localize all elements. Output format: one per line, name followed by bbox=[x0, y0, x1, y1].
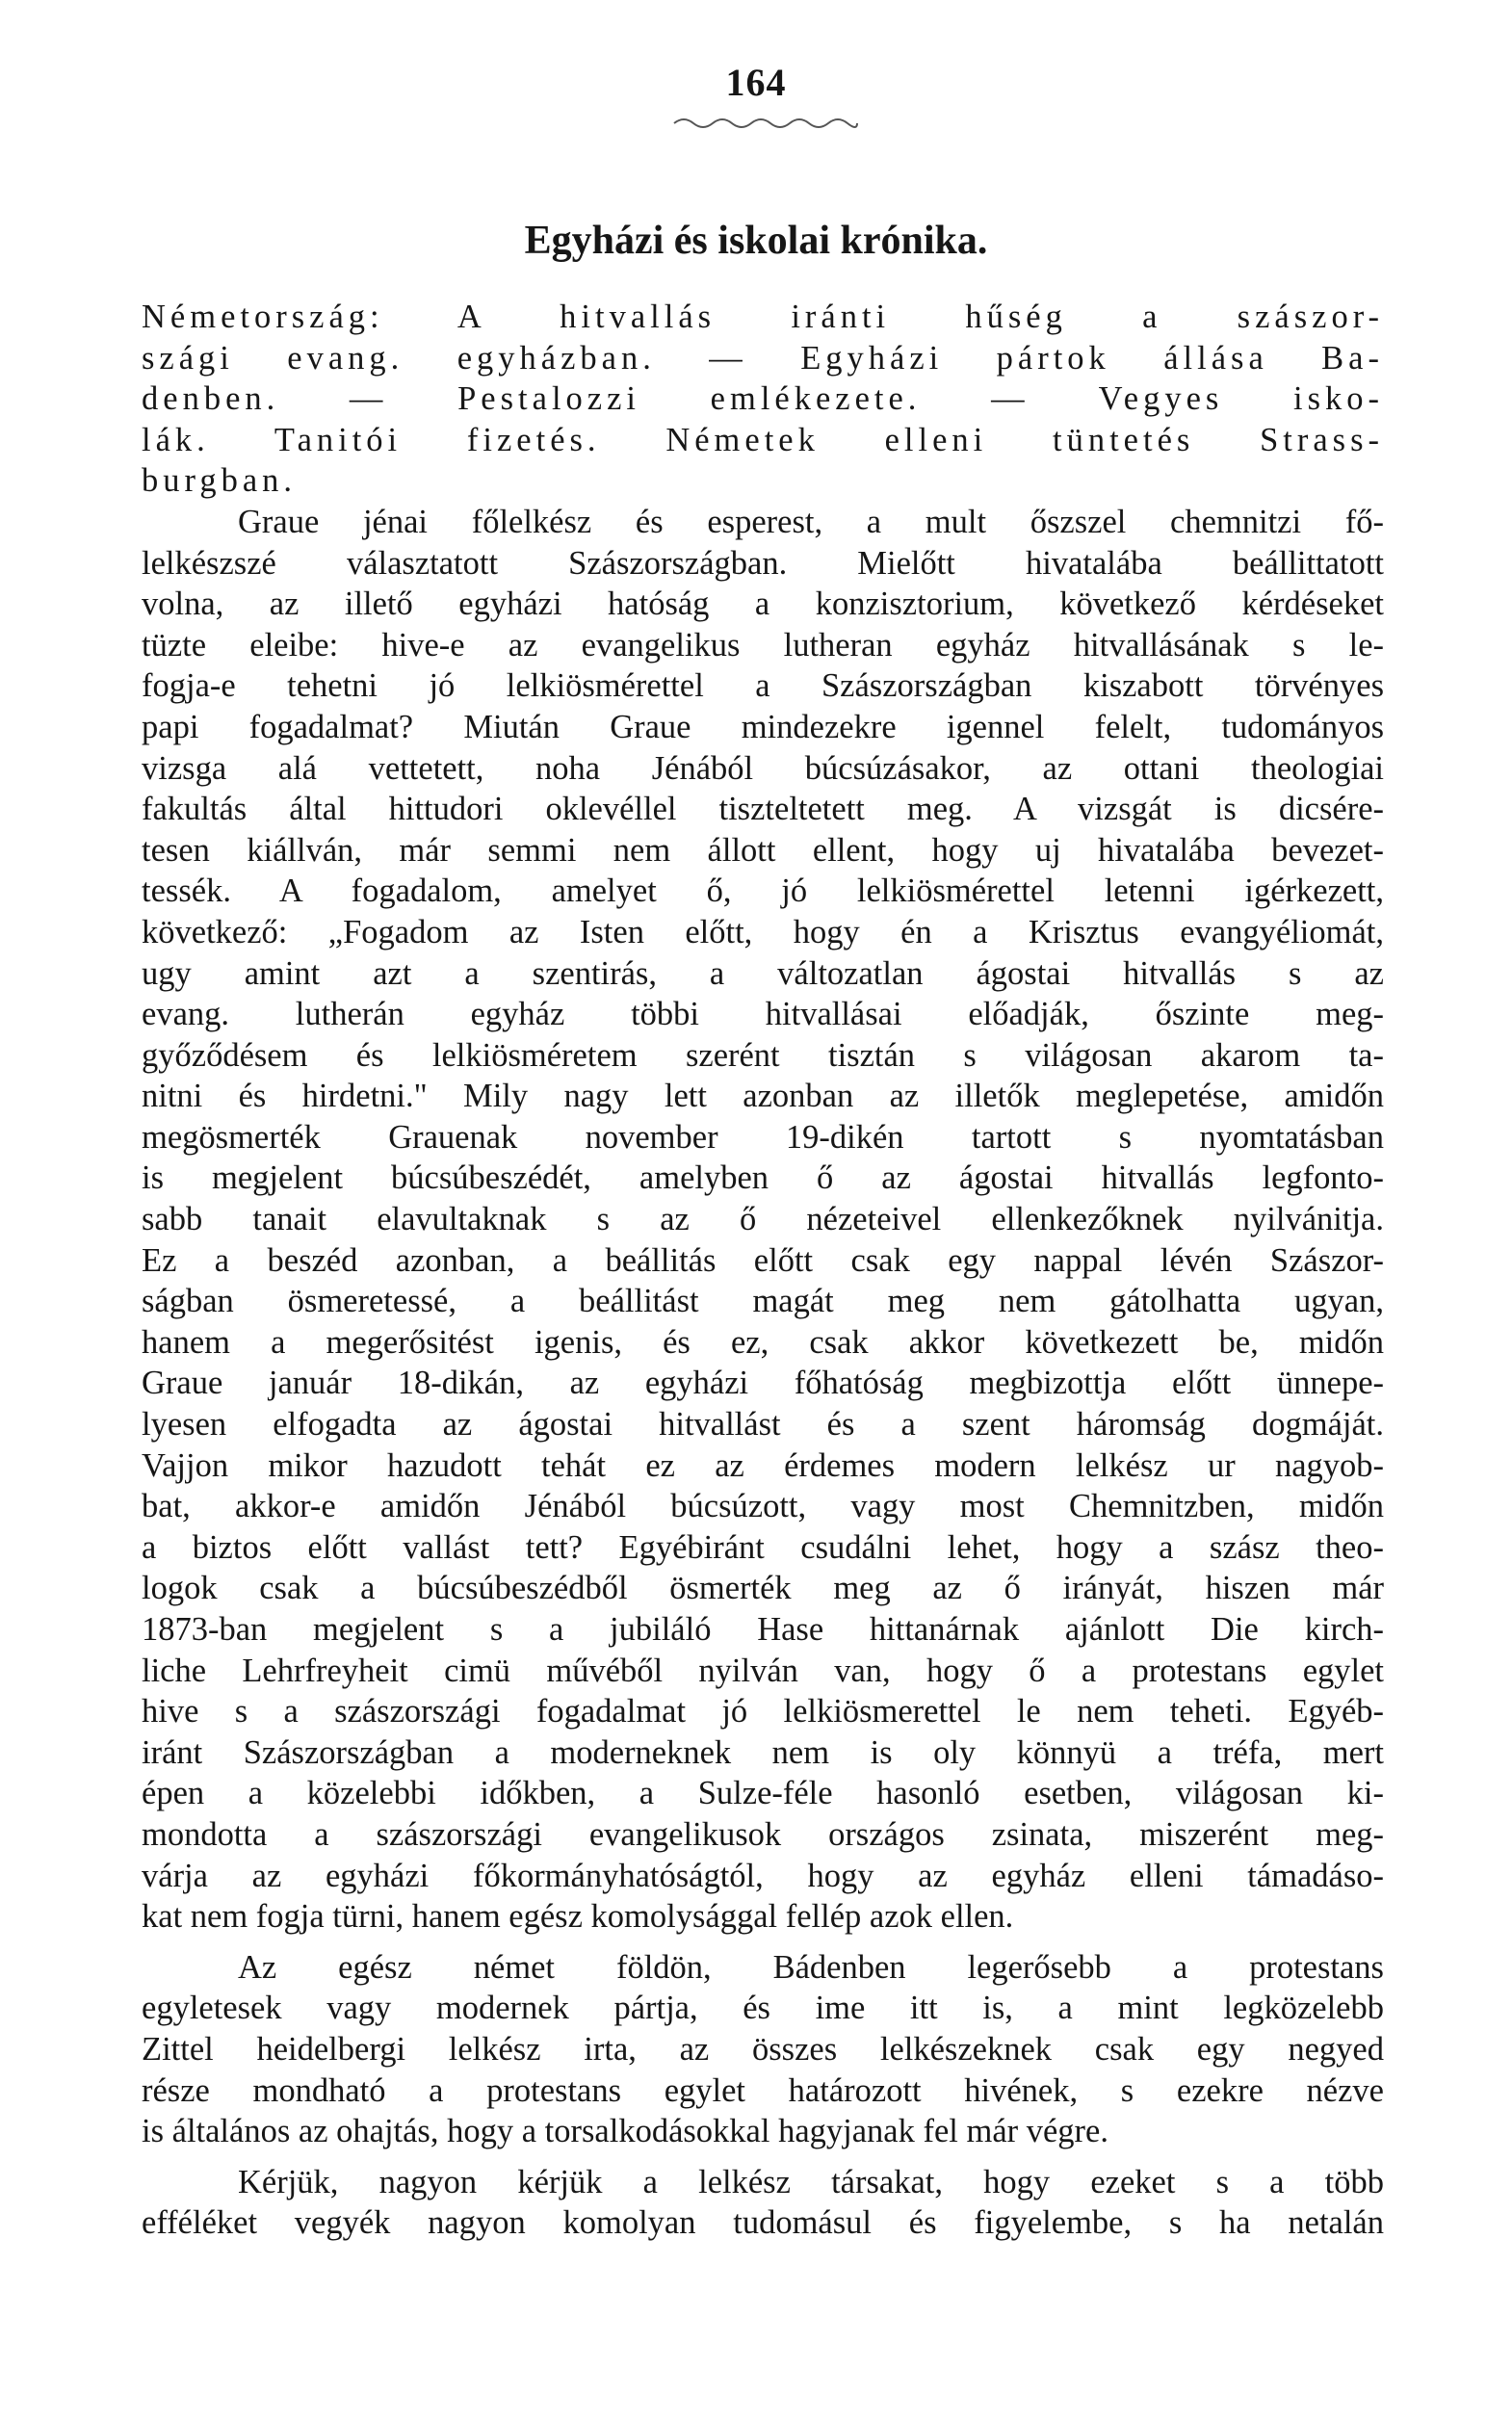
decorative-rule bbox=[669, 114, 862, 133]
text-line: Graue január 18-dikán, az egyházi főhatóság megbizottja előtt ünnepe- bbox=[142, 1365, 1384, 1402]
text-line: burgban. bbox=[142, 462, 298, 500]
text-line: volna, az illető egyházi hatóság a konzisztorium, következő kérdéseket bbox=[142, 586, 1384, 623]
text-line: Az egész német földön, Bádenben legerősebb a protestans bbox=[238, 1948, 1384, 1986]
text-line: szági evang. egyházban. — Egyházi pártok állása Ba- bbox=[142, 339, 1384, 377]
text-line: papi fogadalmat? Miután Graue mindezekre igennel felelt, tudományos bbox=[142, 708, 1384, 745]
text-line: bat, akkor-e amidőn Jénából búcsúzott, vagy most Chemnitzben, midőn bbox=[142, 1488, 1384, 1525]
text-line: efféléket vegyék nagyon komolyan tudomásul és figyelembe, s ha netalán bbox=[142, 2204, 1384, 2242]
text-line: tesen kiállván, már semmi nem állott ellent, hogy uj hivatalába bevezet- bbox=[142, 831, 1384, 869]
page-number: 164 bbox=[725, 61, 787, 104]
text-line: mondotta a szászországi evangelikusok országos zsinata, miszerént meg- bbox=[142, 1815, 1384, 1853]
text-line: is megjelent búcsúbeszédét, amelyben ő az ágostai hitvallás legfonto- bbox=[142, 1159, 1384, 1197]
text-line: iránt Szászországban a moderneknek nem is oly könnyü a tréfa, mert bbox=[142, 1733, 1384, 1771]
text-line: következő: „Fogadom az Isten előtt, hogy én a Krisztus evangyéliomát, bbox=[142, 913, 1384, 950]
text-line: tessék. A fogadalom, amelyet ő, jó lelkiösmérettel letenni igérkezett, bbox=[142, 872, 1384, 910]
text-line: denben. — Pestalozzi emlékezete. — Vegyes isko- bbox=[142, 380, 1384, 418]
text-line: Vajjon mikor hazudott tehát ez az érdemes modern lelkész ur nagyob- bbox=[142, 1446, 1384, 1484]
text-line: várja az egyházi főkormányhatóságtól, hogy az egyház elleni támadáso- bbox=[142, 1857, 1384, 1894]
text-line: Graue jénai főlelkész és esperest, a mult őszszel chemnitzi fő- bbox=[238, 503, 1384, 540]
text-line: evang. lutherán egyház többi hitvallásai előadják, őszinte meg- bbox=[142, 996, 1384, 1033]
text-line: Németország: A hitvallás iránti hűség a szászor- bbox=[142, 299, 1384, 335]
text-line: hive s a szászországi fogadalmat jó lelkiösmerettel le nem teheti. Egyéb- bbox=[142, 1693, 1384, 1731]
text-line: hanem a megerősitést igenis, és ez, csak akkor következett be, midőn bbox=[142, 1323, 1384, 1361]
text-line: fakultás által hittudori oklevéllel tiszteltetett meg. A vizsgát is dicsére- bbox=[142, 791, 1384, 828]
text-line: része mondható a protestans egylet határozott hivének, s ezekre nézve bbox=[142, 2071, 1384, 2109]
text-line: logok csak a búcsúbeszédből ösmerték meg az ő irányát, hiszen már bbox=[142, 1570, 1384, 1607]
section-title: Egyházi és iskolai krónika. bbox=[524, 219, 988, 263]
text-line: liche Lehrfreyheit cimü művéből nyilván van, hogy ő a protestans egylet bbox=[142, 1652, 1384, 1689]
text-line: kat nem fogja türni, hanem egész komolysággal fellép azok ellen. bbox=[142, 1898, 1014, 1936]
text-line: Ez a beszéd azonban, a beállitás előtt csak egy nappal lévén Szászor- bbox=[142, 1241, 1384, 1279]
text-line: sabb tanait elavultaknak s az ő nézeteivel ellenkezőknek nyilvánitja. bbox=[142, 1201, 1384, 1238]
text-line: Zittel heidelbergi lelkész irta, az összes lelkészeknek csak egy negyed bbox=[142, 2030, 1384, 2068]
text-line: a biztos előtt vallást tett? Egyébiránt csudálni lehet, hogy a szász theo- bbox=[142, 1528, 1384, 1566]
text-line: egyletesek vagy modernek pártja, és ime itt is, a mint legközelebb bbox=[142, 1990, 1384, 2027]
text-line: 1873-ban megjelent s a jubiláló Hase hittanárnak ajánlott Die kirch- bbox=[142, 1611, 1384, 1648]
text-line: fogja-e tehetni jó lelkiösmérettel a Szászországban kiszabott törvényes bbox=[142, 667, 1384, 705]
body-text bbox=[142, 297, 1384, 2244]
text-line: tüzte eleibe: hive-e az evangelikus lutheran egyház hitvallásának s le- bbox=[142, 626, 1384, 664]
text-line: vizsga alá vettetett, noha Jénából búcsúzásakor, az ottani theologiai bbox=[142, 749, 1384, 787]
text-line: ugy amint azt a szentirás, a változatlan ágostai hitvallás s az bbox=[142, 954, 1384, 992]
text-line: győződésem és lelkiösméretem szerént tisztán s világosan akarom ta- bbox=[142, 1036, 1384, 1074]
text-line: épen a közelebbi időkben, a Sulze-féle hasonló esetben, világosan ki- bbox=[142, 1775, 1384, 1812]
text-line: ságban ösmeretessé, a beállitást magát meg nem gátolhatta ugyan, bbox=[142, 1283, 1384, 1320]
text-line: megösmerték Grauenak november 19-dikén tartott s nyomtatásban bbox=[142, 1118, 1384, 1156]
text-line: lák. Tanitói fizetés. Németek elleni tüntetés Strass- bbox=[142, 421, 1384, 458]
text-line: is általános az ohajtás, hogy a torsalkodásokkal hagyjanak fel már végre. bbox=[142, 2113, 1108, 2150]
text-line: lelkészszé választatott Szászországban. Mielőtt hivatalába beállittatott bbox=[142, 544, 1384, 582]
text-line: Kérjük, nagyon kérjük a lelkész társakat, hogy ezeket s a több bbox=[238, 2163, 1384, 2200]
text-line: lyesen elfogadta az ágostai hitvallást és a szent háromság dogmáját. bbox=[142, 1406, 1384, 1444]
text-line: nitni és hirdetni." Mily nagy lett azonban az illetők meglepetése, amidőn bbox=[142, 1078, 1384, 1115]
